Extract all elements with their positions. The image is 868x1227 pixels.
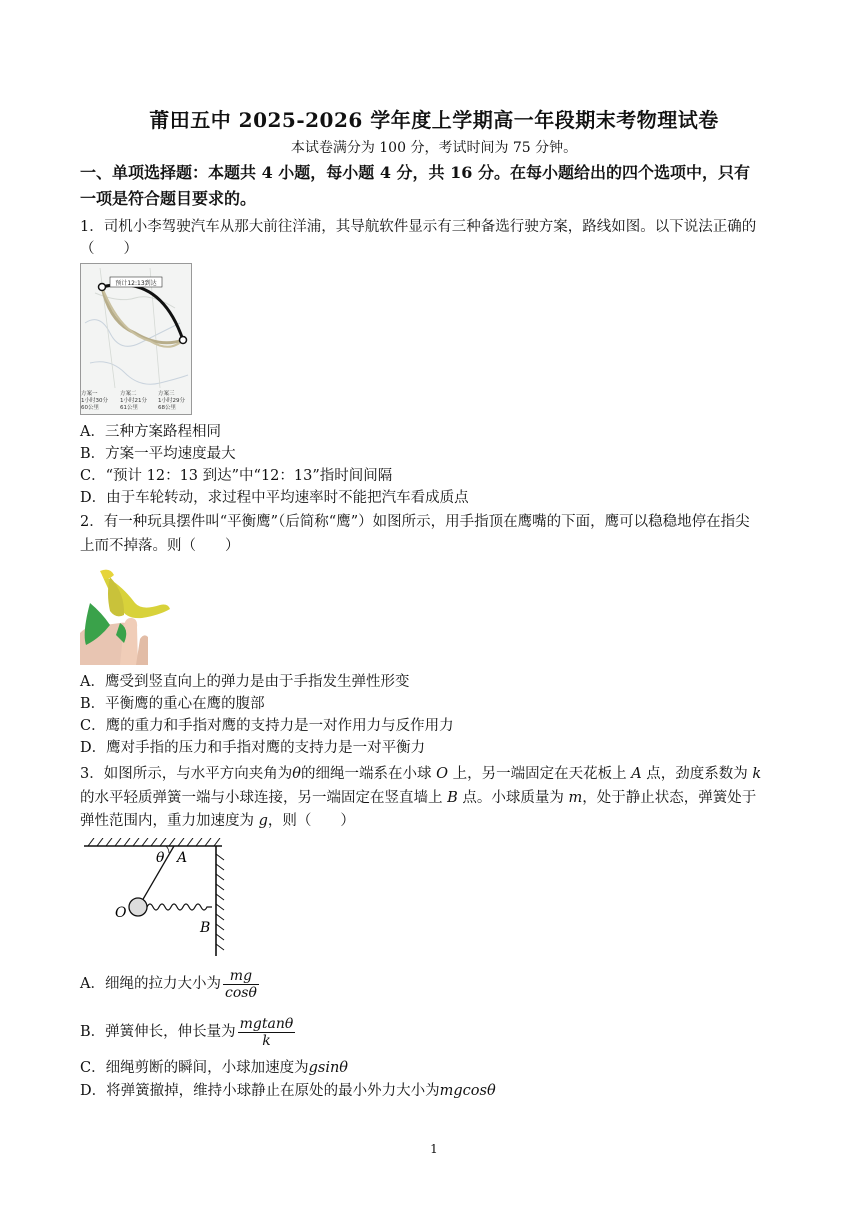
section-heading-line1: 一、单项选择题：本题共 4 小题，每小题 4 分，共 16 分。在每小题给出的四个选项中，只有 [80,163,750,182]
label-a: A [177,850,188,866]
map-eta-label: 预计12:13到达 [115,280,157,287]
plan2-time: 1小时21分 [120,398,147,404]
label-theta: θ [156,850,165,866]
q3-option-d: D．将弹簧撤掉，维持小球静止在原处的最小外力大小为mgcosθ [80,1083,496,1099]
q3-stem-line2: 的水平轻质弹簧一端与小球连接，另一端固定在竖直墙上 B 点。小球质量为 m，处于静止状态，弹簧处于 [80,790,757,806]
q3-option-c: C．细绳剪断的瞬间，小球加速度为gsinθ [80,1060,349,1076]
plan2-name: 方案二 [120,391,137,397]
q1-option-d: D．由于车轮转动，求过程中平均速率时不能把汽车看成质点 [80,490,469,506]
label-b: B [200,920,211,936]
exam-title: 莆田五中 2025-2026 学年度上学期高一年段期末考物理试卷 [149,108,719,132]
q2-stem-line2: 上而不掉落。则（ ） [80,538,240,554]
q1-stem-line2: （ ） [80,241,138,257]
plan3-time: 1小时29分 [158,398,185,404]
plan3-name: 方案三 [158,391,175,397]
option-a-fraction: $\frac{mg}{\cos\theta}$ [224,967,257,1001]
q2-stem-line1: 2．有一种玩具摆件叫“平衡鹰”（后简称“鹰”）如图所示，用手指顶在鹰嘴的下面，鹰可以稳稳地停在指尖 [80,514,750,530]
q1-route-map [80,263,192,415]
label-o: O [115,905,127,921]
plan1-dist: 60公里 [81,405,99,411]
q1-stem-line1: 1．司机小李驾驶汽车从那大前往洋浦，其导航软件显示有三种备选行驶方案，路线如图。以下说法正确的 [80,219,757,235]
section-heading-line2: 一项是符合题目要求的。 [80,189,257,208]
q2-balancing-eagle-photo [80,563,172,665]
plan2-dist: 61公里 [120,405,138,411]
q3-option-b: B．弹簧伸长，伸长量为 $\frac{mgtan\theta}{k}$ [80,1015,294,1049]
plan1-time: 1小时30分 [81,398,108,404]
q3-spring-diagram [80,838,230,963]
q2-option-c: C．鹰的重力和手指对鹰的支持力是一对作用力与反作用力 [80,718,454,734]
q3-stem-line3: 弹性范围内，重力加速度为 g，则（ ） [80,813,355,829]
q3-option-a: A．细绳的拉力大小为 $\frac{mg}{\cos\theta}$ [80,967,257,1001]
q2-option-b: B．平衡鹰的重心在鹰的腹部 [80,696,265,712]
q2-option-a: A．鹰受到竖直向上的弹力是由于手指发生弹性形变 [80,674,410,690]
q2-option-d: D．鹰对手指的压力和手指对鹰的支持力是一对平衡力 [80,740,426,756]
exam-subtitle: 本试卷满分为 100 分，考试时间为 75 分钟。 [290,140,578,156]
q1-option-a: A．三种方案路程相同 [80,424,221,440]
option-b-fraction: $\frac{mgtan\theta}{k}$ [239,1015,294,1049]
q1-option-c: C．“预计 12：13 到达”中“12：13”指时间间隔 [80,468,393,484]
plan1-name: 方案一 [81,391,98,397]
q3-stem-line1: 3．如图所示，与水平方向夹角为θ的细绳一端系在小球 O 上，另一端固定在天花板上 A 点，劲度系数为 k [80,766,762,782]
q1-option-b: B．方案一平均速度最大 [80,446,236,462]
plan3-dist: 68公里 [158,405,176,411]
page-number: 1 [430,1142,438,1156]
